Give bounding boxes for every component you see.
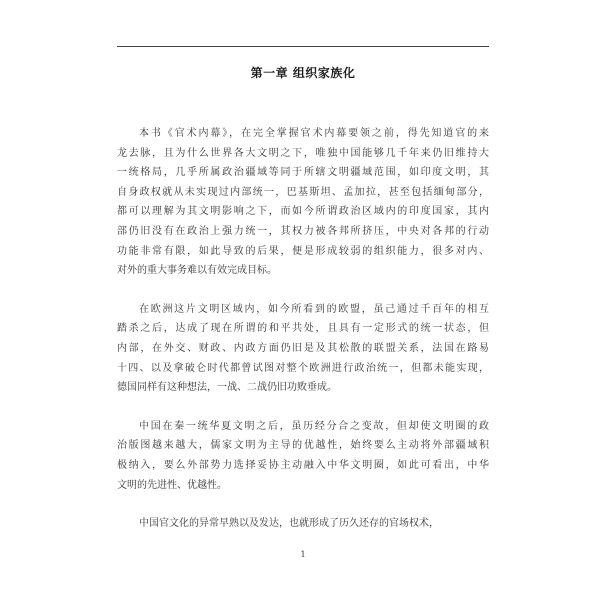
- text-line: 龙去脉，且为什么世界各大文明之下，唯独中国能够几千年来仍旧维持大: [117, 147, 489, 159]
- text-line: 极纳入，要么外部势力选择妥协主动融入中华文明圈，如此可看出，中华: [117, 459, 489, 471]
- text-line: 十四、以及拿破仑时代都曾试图对整个欧洲进行政治统一，但都未能实现，: [117, 362, 489, 374]
- text-line: 治版图越来越大，儒家文明为主导的优越性，始终要么主动将外部疆域积: [117, 440, 489, 452]
- text-line: 文明的先进性、优越性。: [117, 479, 227, 491]
- text-line: 中国官文化的异常早熟以及发达，也就形成了历久还存的官场权术，: [139, 518, 439, 530]
- body-text: [117, 124, 497, 553]
- text-line: 踏杀之后，达成了现在所谓的和平共处，且具有一定形式的统一状态，但: [117, 323, 489, 335]
- paragraph-1: [117, 124, 497, 281]
- paragraph-2: [117, 300, 497, 398]
- chapter-title: 第一章 组织家族化: [250, 66, 356, 80]
- text-line: 中国在秦一统华夏文明之后，虽历经分合之变故，但却使文明圈的政: [139, 420, 489, 432]
- text-line: 德国同样有这种想法，一战、二战仍旧功败垂成。: [117, 382, 337, 394]
- text-line: 在欧洲这片文明区域内，如今所看到的欧盟，虽己通过千百年的相互: [139, 303, 489, 315]
- paragraph-3: [117, 417, 497, 495]
- text-line: 都可以理解为其文明影响之下，而如今所谓政治区域内的印度国家，其内: [117, 206, 489, 218]
- text-line: 对外的重大事务难以有效完成目标。: [117, 265, 277, 277]
- text-line: 一统格局，几乎所属政治疆域等同于所辖文明疆域范围，如印度文明，其: [117, 167, 489, 179]
- text-line: 内部，在外交、财政、内政方面仍旧是及其松散的联盟关系，法国在路易: [117, 342, 489, 354]
- text-line: 功能非常有限，如此导致的后果，便是形成较弱的组织能力，很多对内、: [117, 245, 489, 257]
- text-line: 本书《官术内幕》，在完全掌握官术内幕要领之前，得先知道官的来: [139, 128, 489, 139]
- page-number: 1: [300, 550, 306, 559]
- text-line: 自身政权就从未实现过内部统一，巴基斯坦、孟加拉，甚至包括缅甸部分，: [117, 186, 489, 198]
- header-rule: [117, 46, 489, 47]
- text-line: 部仍旧没有在政治上强力统一，其权力被各邦所挤压，中央对各邦的行动: [117, 225, 489, 237]
- paragraph-4: [117, 514, 497, 534]
